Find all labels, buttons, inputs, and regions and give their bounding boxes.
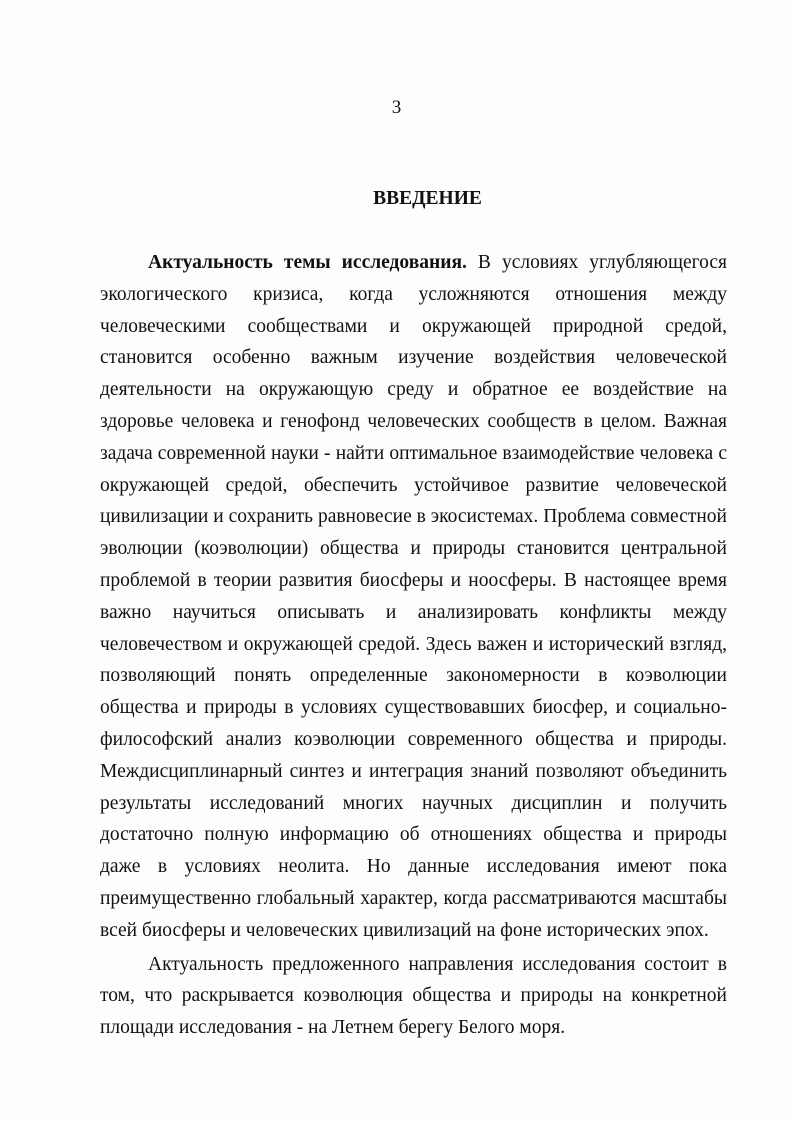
section-heading: ВВЕДЕНИЕ: [373, 188, 482, 209]
page-number: 3: [391, 97, 402, 118]
paragraph-1: [100, 247, 727, 947]
paragraph-lead: Актуальность темы исследования.: [148, 252, 467, 273]
paragraph-2-text: Актуальность предложенного направления исследования состоит в том, что раскрывается коэволюция общества и природы на конкретной площади исследования - на Летнем берегу Белого моря.: [100, 953, 727, 1039]
paragraph-2: [100, 949, 727, 1044]
paragraph-1-text: В условиях углубляющегося экологического кризиса, когда усложняются отношения между человеческими сообществами и окружающей природной средой, становится особенно важным изучение воздействия человеческой деятельности на окружающую среду и обратное ее воздействие на здоровье человека и генофонд человеческих сообществ в целом. Важная задача современной науки - найти оптимальное взаимодействие человека с окружающей средой, обеспечить устойчивое развитие человеческой цивилизации и сохранить равновесие в экосистемах. Проблема совместной эволюции (коэволюции) общества и природы становится центральной проблемой в теории развития биосферы и ноосферы. В настоящее время важно научиться описывать и анализировать конфликты между человечеством и окружающей средой. Здесь важен и исторический взгляд, позволяющий понять определенные закономерности в коэволюции общества и природы в условиях существовавших биосфер, и социально-философский анализ коэволюции современного общества и природы. Междисциплинарный синтез и интеграция знаний позволяют объединить результаты исследований многих научных дисциплин и получить достаточно полную информацию об отношениях общества и природы даже в условиях неолита. Но данные исследования имеют пока преимущественно глобальный характер, когда рассматриваются масштабы всей биосферы и человеческих цивилизаций на фоне исторических эпох.: [100, 252, 728, 941]
body-text: [100, 247, 727, 1044]
